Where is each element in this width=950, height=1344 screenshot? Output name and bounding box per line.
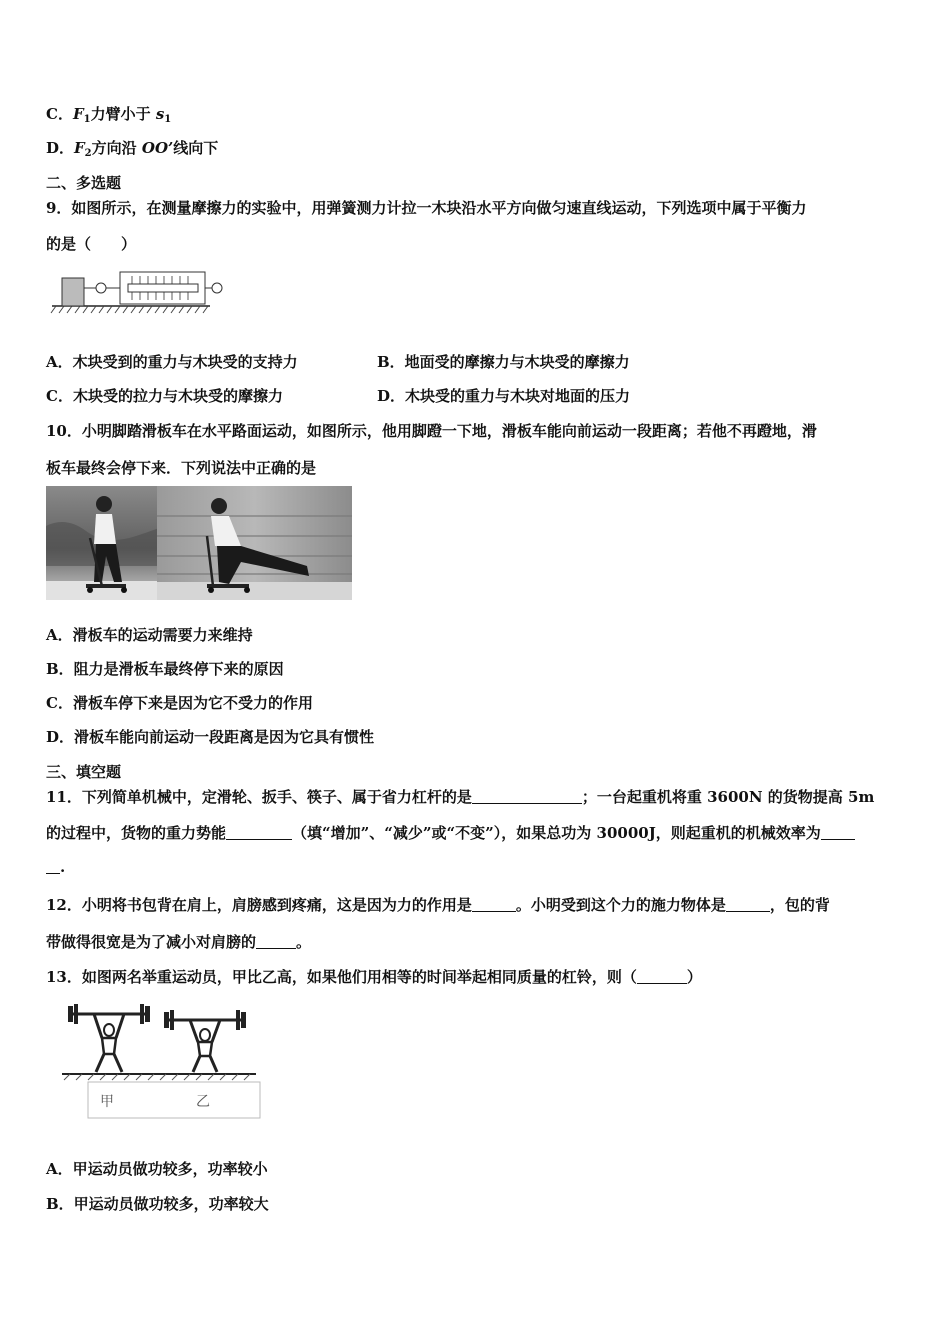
q10-stem-line1: 10．小明脚踏滑板车在水平路面运动，如图所示，他用脚蹬一下地，滑板车能向前运动一段距离；若他不再蹬地，滑	[46, 422, 817, 440]
scooter-photo-left	[46, 486, 157, 600]
q10-stem-line2: 板车最终会停下来．下列说法中正确的是	[46, 459, 317, 477]
q9-option-d: D．木块受的重力与木块对地面的压力	[377, 387, 631, 405]
q11-blank-2[interactable]	[226, 825, 292, 840]
q12-blank-1[interactable]	[472, 897, 516, 912]
q13-stem: 13．如图两名举重运动员，甲比乙高，如果他们用相等的时间举起相同质量的杠铃，则（ ）	[46, 968, 702, 986]
q11-blank-1[interactable]	[472, 789, 582, 804]
q9-option-b: B．地面受的摩擦力与木块受的摩擦力	[377, 353, 630, 371]
q10-option-b: B．阻力是滑板车最终停下来的原因	[46, 660, 284, 678]
q8-option-c: C．$F_1$力臂小于 $s_1$	[46, 105, 172, 125]
q10-option-c: C．滑板车停下来是因为它不受力的作用	[46, 694, 313, 712]
q12-blank-3[interactable]	[256, 934, 296, 949]
q13-option-b: B．甲运动员做功较多，功率较大	[46, 1195, 269, 1213]
scooter-photo-right	[157, 486, 352, 600]
q10-option-d: D．滑板车能向前运动一段距离是因为它具有惯性	[46, 728, 375, 746]
q11-blank-3a[interactable]	[821, 825, 855, 840]
q9-stem-line2: 的是（ ）	[46, 235, 137, 253]
q11-line3: .	[46, 858, 65, 876]
q11-blank-3b[interactable]	[46, 859, 60, 874]
q9-stem-line1: 9．如图所示，在测量摩擦力的实验中，用弹簧测力计拉一木块沿水平方向做匀速直线运动，下列选项中属于平衡力	[46, 199, 807, 217]
section-title-fill-in: 三、填空题	[46, 763, 122, 781]
q12-line1: 12．小明将书包背在肩上，肩膀感到疼痛，这是因为力的作用是 。小明受到这个力的施力物体是 ，包的背	[46, 896, 830, 914]
weightlifters-figure	[60, 998, 265, 1123]
q11-line2: 的过程中，货物的重力势能 （填“增加”、“减少”或“不变”），如果总功为 30000J，则起重机的机械效率为	[46, 822, 855, 843]
label-athlete-b: 乙	[196, 1094, 210, 1110]
q12-line2: 带做得很宽是为了减小对肩膀的 。	[46, 933, 312, 951]
q12-blank-2[interactable]	[726, 897, 770, 912]
label-athlete-a: 甲	[100, 1094, 114, 1110]
q9-option-c: C．木块受的拉力与木块受的摩擦力	[46, 387, 283, 405]
q13-option-a: A．甲运动员做功较多，功率较小	[46, 1160, 268, 1178]
spring-scale-figure	[50, 264, 230, 316]
q10-option-a: A．滑板车的运动需要力来维持	[46, 626, 253, 644]
q13-blank[interactable]	[637, 969, 687, 984]
section-title-multiple-choice: 二、多选题	[46, 174, 122, 192]
q11-line1: 11．下列简单机械中，定滑轮、扳手、筷子、属于省力杠杆的是 ；一台起重机将重 3600N 的货物提高 5m	[46, 788, 875, 806]
q9-option-a: A．木块受到的重力与木块受的支持力	[46, 353, 298, 371]
q8-option-d: D．$F_2$方向沿 OO’线向下	[46, 139, 219, 159]
